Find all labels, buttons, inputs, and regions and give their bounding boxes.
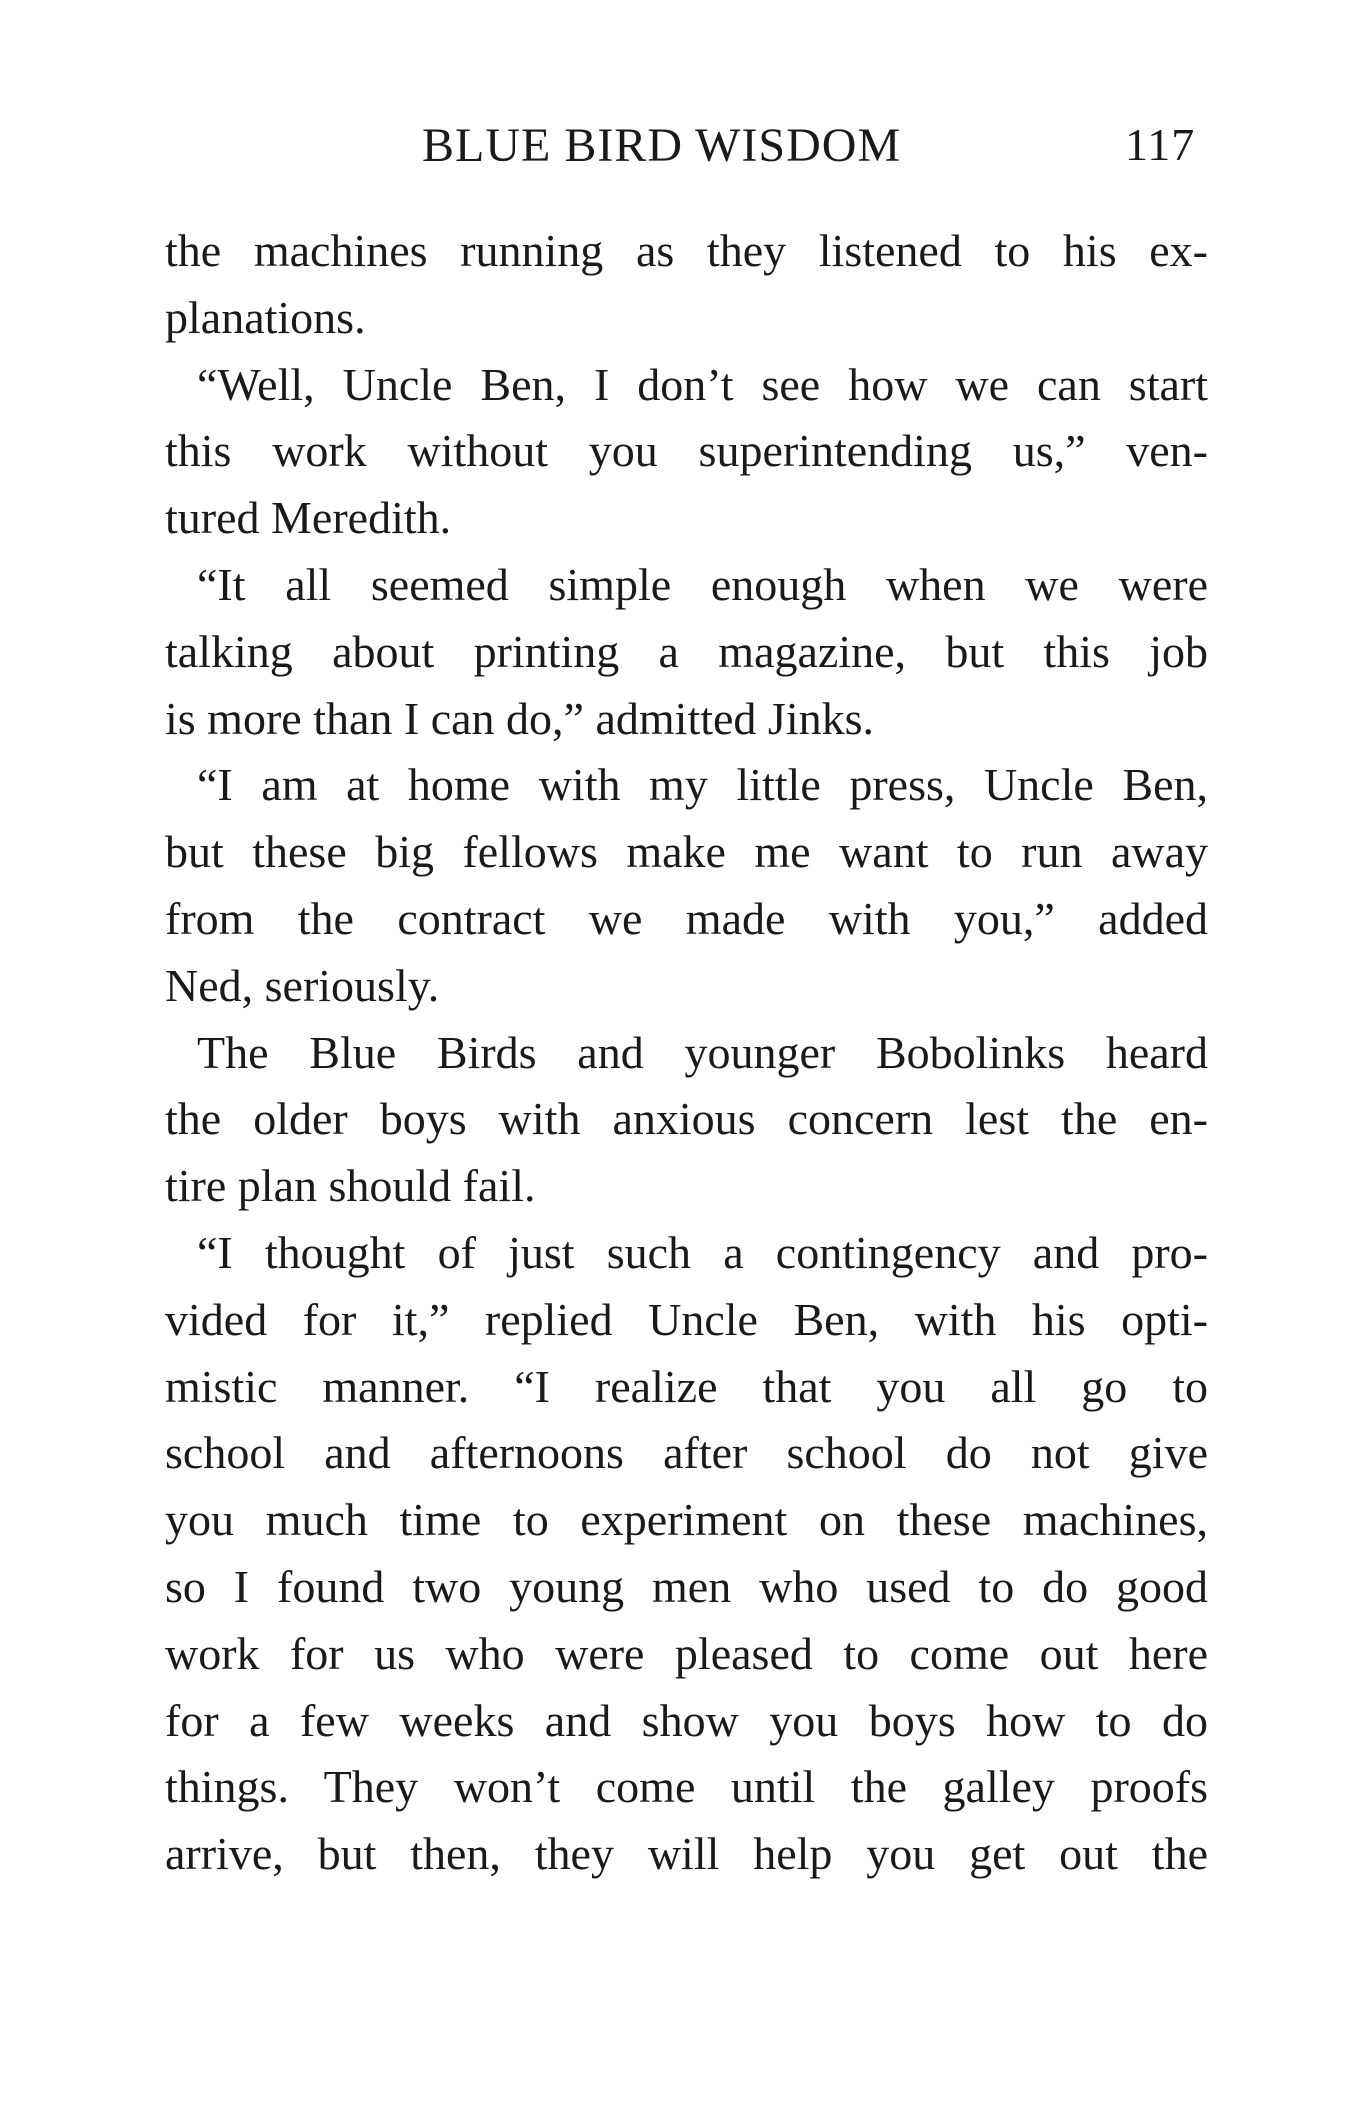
text-line: talking about printing a magazine, but this job xyxy=(165,625,1208,677)
text-line: so I found two young men who used to do good xyxy=(165,1560,1208,1612)
text-line: work for us who were pleased to come out here xyxy=(165,1627,1208,1679)
text-line: Ned, seriously. xyxy=(165,959,440,1011)
text-line: mistic manner. “I realize that you all go to xyxy=(165,1360,1208,1412)
text-line: “Well, Uncle Ben, I don’t see how we can start xyxy=(197,358,1208,410)
text-line: the machines running as they listened to his ex- xyxy=(165,225,1208,276)
text-line: tire plan should fail. xyxy=(165,1160,536,1212)
text-line: is more than I can do,” admitted Jinks. xyxy=(165,692,875,744)
text-line: things. They won’t come until the galley proofs xyxy=(165,1761,1208,1813)
text-line: “I thought of just such a contingency and pro- xyxy=(197,1226,1208,1278)
text-line: this work without you superintending us,” ven- xyxy=(165,425,1208,477)
text-line: the older boys with anxious concern lest the en- xyxy=(165,1093,1208,1145)
running-header xyxy=(0,118,1368,188)
page-number: 117 xyxy=(1125,119,1196,170)
text-line: tured Meredith. xyxy=(165,492,452,544)
text-line: for a few weeks and show you boys how to do xyxy=(165,1694,1208,1746)
text-line: vided for it,” replied Uncle Ben, with his opti- xyxy=(165,1293,1208,1345)
text-line: you much time to experiment on these machines, xyxy=(165,1494,1208,1546)
text-line: The Blue Birds and younger Bobolinks heard xyxy=(197,1026,1208,1078)
text-line: “It all seemed simple enough when we were xyxy=(197,558,1208,610)
text-line: planations. xyxy=(165,291,366,343)
running-title: BLUE BIRD WISDOM xyxy=(422,119,902,172)
text-line: arrive, but then, they will help you get out the xyxy=(165,1828,1208,1880)
text-line: “I am at home with my little press, Uncle Ben, xyxy=(197,759,1208,811)
text-line: from the contract we made with you,” added xyxy=(165,892,1208,944)
text-line: school and afternoons after school do not give xyxy=(165,1427,1208,1479)
body-text xyxy=(165,218,1208,1888)
text-line: but these big fellows make me want to run away xyxy=(165,826,1208,878)
